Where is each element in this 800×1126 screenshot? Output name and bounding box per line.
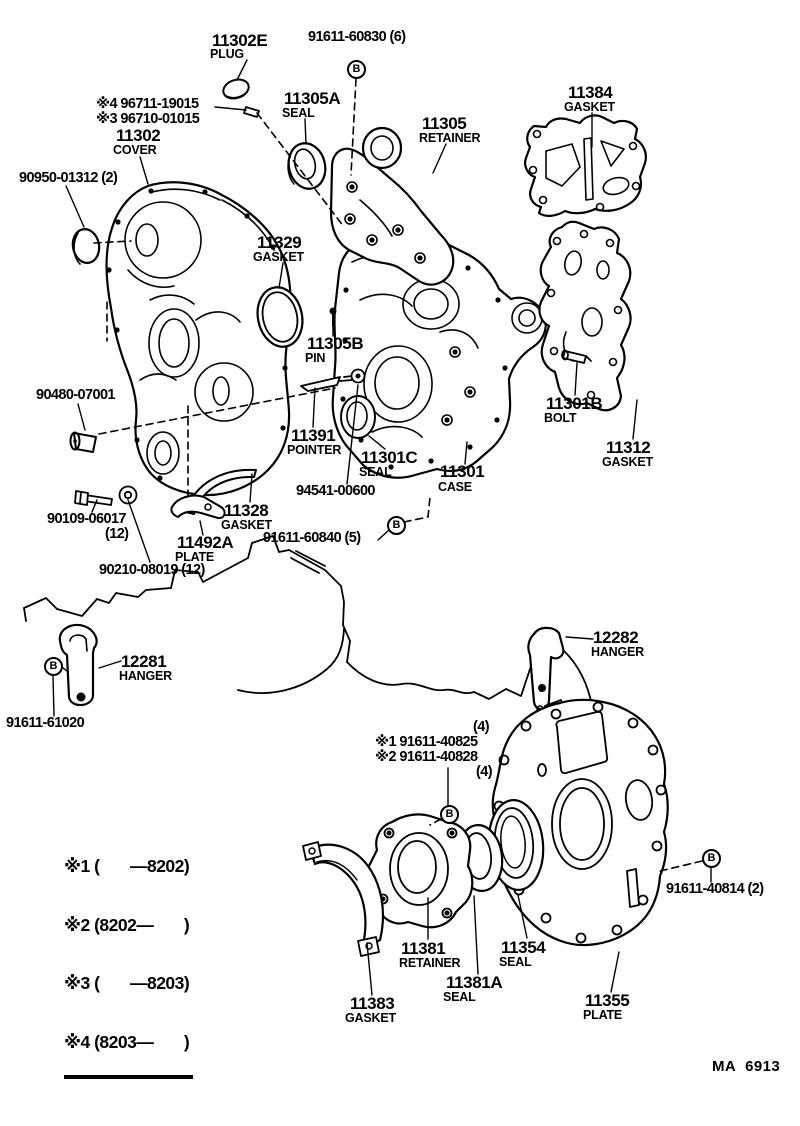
part-label-12282-num: 12282 [593,628,639,647]
production-period-legend [64,818,193,1079]
part-label-11383-num: 11383 [350,994,395,1013]
part-label-11383-name: GASKET [345,1011,396,1025]
part-label-96711-19015: ※4 96711-19015 [96,96,199,112]
part-label-91611-40825: ※1 91611-40825 [375,734,478,750]
part-label-11302e-num: 11302E [212,31,268,50]
part-label-11305-name: RETAINER [419,131,481,145]
part-label-12282-name: HANGER [591,645,644,659]
part-label-90210-08019: 90210-08019 (12) [99,562,205,578]
part-label-11328-name: GASKET [221,518,272,532]
part-label-11381-name: RETAINER [399,956,461,970]
part-label-page-code: MA 6913 [712,1058,781,1075]
part-label-96710-01015: ※3 96710-01015 [96,111,200,127]
part-label-90480-07001: 90480-07001 [36,387,115,403]
part-label-11312-name: GASKET [602,455,653,469]
part-label-11301c-num: 11301C [361,448,418,467]
drawing-gasket-11312 [539,222,630,413]
part-label-11384-name: GASKET [564,100,615,114]
part-label-11305b-name: PIN [305,351,326,365]
part-label-11301b-name: BOLT [544,411,577,425]
part-label-11301c-name: SEAL [359,465,392,479]
part-label-94541-00600: 94541-00600 [296,483,375,499]
bolt-marker-b-40814: B [702,849,721,868]
part-label-11329-name: GASKET [253,250,304,264]
part-label-11305a-num: 11305A [284,89,341,108]
part-label-90109-qty: (12) [105,526,129,542]
drawing-seal-11305a [284,139,330,192]
legend-row-3: ※3 ( —8203) [64,973,190,993]
part-label-11329-num: 11329 [257,233,302,252]
bolt-marker-b-60830: B [347,60,366,79]
part-label-91611-40828: ※2 91611-40828 [375,749,478,765]
part-label-11391-num: 11391 [291,426,336,445]
part-label-11305b-num: 11305B [307,334,364,353]
part-label-11302e-name: PLUG [210,47,244,61]
part-label-90109-06017: 90109-06017 [47,511,126,527]
bolt-marker-b-60840: B [387,516,406,535]
drawing-dowel-96711 [244,107,259,117]
part-label-11301-name: CASE [438,480,472,494]
part-label-91611-60840: 91611-60840 (5) [263,530,361,546]
part-label-91611-60830: 91611-60830 (6) [308,29,406,45]
part-label-12281-num: 12281 [121,652,167,671]
part-label-11301-num: 11301 [440,462,485,481]
part-label-11355-num: 11355 [585,991,630,1010]
part-label-qty4-bottom: (4) [476,764,492,780]
legend-row-2: ※2 (8202— ) [64,914,190,935]
drawing-plate-11492a [171,496,224,518]
part-label-11328-num: 11328 [224,501,269,520]
part-label-11302-num: 11302 [116,126,161,145]
drawing-hanger-12281 [60,625,97,705]
part-label-11384-num: 11384 [568,83,613,102]
part-label-91611-40814: 91611-40814 (2) [666,881,764,897]
part-label-11492a-name: PLATE [175,550,215,564]
part-label-11305-num: 11305 [422,114,467,133]
part-label-11354-num: 11354 [501,938,546,957]
drawing-plug-90480 [71,433,97,453]
part-label-11381a-name: SEAL [443,990,476,1004]
legend-row-4: ※4 (8203— ) [64,1031,190,1052]
drawing-gasket-11384 [525,115,646,216]
part-label-11312-num: 11312 [606,438,651,457]
part-label-11492a-num: 11492A [177,533,234,552]
bolt-marker-b-61020: B [44,657,63,676]
drawing-seal-11301c [341,396,375,438]
drawing-bolt-90109 [75,487,137,506]
part-label-11381a-num: 11381A [446,973,503,992]
drawing-cover-11302 [106,182,290,495]
part-label-11354-name: SEAL [499,955,532,969]
part-label-11301b-num: 11301B [546,394,603,413]
bolt-marker-b-40825: B [440,805,459,824]
drawing-gasket-11383 [303,842,383,956]
part-label-11302-name: COVER [113,143,157,157]
part-label-11381-num: 11381 [401,939,446,958]
part-label-90950-01312: 90950-01312 (2) [19,170,118,186]
part-label-11305a-name: SEAL [282,106,315,120]
legend-row-1: ※1 ( —8202) [64,856,190,876]
part-label-11391-name: POINTER [287,443,342,457]
part-label-91611-61020: 91611-61020 [6,715,85,731]
part-label-11355-name: PLATE [583,1008,623,1022]
drawing-cup-plug-90950 [70,227,102,265]
drawing-plug-11302e [221,76,251,101]
part-label-12281-name: HANGER [119,669,172,683]
part-label-qty4-top: (4) [473,719,489,735]
